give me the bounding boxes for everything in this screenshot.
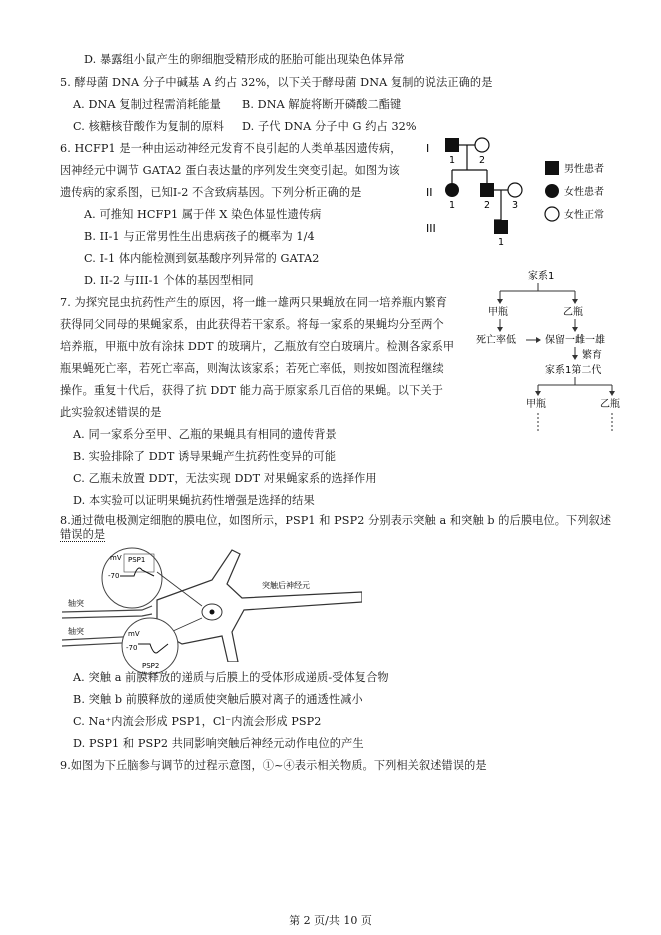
q4-option-d: D. 暴露组小鼠产生的卵细胞受精形成的胚胎可能出现染色体异常: [84, 53, 405, 66]
iii1-number: 1: [498, 237, 505, 248]
q5-option-b: B. DNA 解旋将断开磷酸二酯键: [242, 98, 402, 111]
gen-ii-label: II: [426, 186, 433, 199]
q6-option-d: D. II-2 与III-1 个体的基因型相同: [84, 274, 254, 287]
ii2-number: 2: [484, 200, 491, 211]
psp2-label: PSP2: [142, 662, 160, 670]
gen-iii-label: III: [426, 222, 436, 235]
q7-stem-line6: 此实验叙述错误的是: [60, 406, 162, 419]
q7-stem-line1: 7. 为探究昆虫抗药性产生的原因，将一雌一雄两只果蝇放在同一培养瓶内繁育: [60, 296, 448, 309]
q9-stem: 9.如图为下丘脑参与调节的过程示意图，①~④表示相关物质。下列相关叙述错误的是: [60, 759, 487, 772]
q7-stem-line5: 操作。重复十代后，获得了抗 DDT 能力高于原家系几百倍的果蝇。以下关于: [60, 384, 443, 397]
flow-bottle-a: 甲瓶: [488, 307, 508, 318]
q8-option-c: C. Na⁺内流会形成 PSP1，Cl⁻内流会形成 PSP2: [73, 715, 322, 728]
q8-stem-line2-text: 错误的是: [60, 528, 106, 541]
q5-option-c: C. 核糖核苷酸作为复制的原料: [73, 120, 225, 133]
psp2-bubble: [110, 616, 190, 676]
ii3-female-normal: [508, 183, 522, 197]
legend-female-normal: 女性正常: [564, 210, 604, 221]
q8-option-d: D. PSP1 和 PSP2 共同影响突触后神经元动作电位的产生: [73, 737, 364, 750]
q5-option-a: A. DNA 复制过程需消耗能量: [73, 98, 221, 111]
axon-2-label: 轴突: [68, 627, 84, 636]
flow-diagram: [470, 265, 630, 435]
q6-option-b: B. II-1 与正常男性生出患病孩子的概率为 1/4: [84, 230, 315, 243]
psp2-mv-label: mV: [128, 630, 140, 638]
legend-female-affected: 女性患者: [564, 187, 604, 198]
q7-stem-line2: 获得同父同母的果蝇家系，由此获得若干家系。将每一家系的果蝇均分至两个: [60, 318, 444, 331]
post-neuron-label: 突触后神经元: [262, 581, 310, 590]
q6-stem-line2: 因神经元中调节 GATA2 蛋白表达量的序列发生突变引起。如图为该: [60, 164, 400, 177]
page-footer: 第 2 页/共 10 页: [289, 914, 372, 927]
legend-male-affected: 男性患者: [564, 164, 604, 175]
flow-death-rate: 死亡率低: [476, 335, 516, 346]
ii2-male-affected: [480, 183, 494, 197]
ii1-number: 1: [449, 200, 456, 211]
q8-option-a: A. 突触 a 前膜释放的递质与后膜上的受体形成递质-受体复合物: [73, 671, 389, 684]
q6-option-c: C. I-1 体内能检测到氨基酸序列异常的 GATA2: [84, 252, 320, 265]
q7-option-b: B. 实验排除了 DDT 诱导果蝇产生抗药性变异的可能: [73, 450, 337, 463]
q7-stem-line3: 培养瓶，甲瓶中放有涂抹 DDT 的玻璃片，乙瓶放有空白玻璃片。检测各家系甲: [60, 340, 455, 353]
flow-bottle-b: 乙瓶: [563, 307, 583, 318]
q6-stem-line1: 6. HCFP1 是一种由运动神经元发育不良引起的人类单基因遗传病，: [60, 142, 402, 155]
psp1-label: PSP1: [128, 556, 146, 564]
ii1-female-affected: [445, 183, 459, 197]
flow-bottle-b2: 乙瓶: [600, 399, 620, 410]
i1-male-affected: [445, 138, 459, 152]
flow-bottle-a2: 甲瓶: [526, 399, 546, 410]
legend-female-normal-icon: [545, 207, 559, 221]
legend-female-affected-icon: [545, 184, 559, 198]
pedigree-figure: [418, 130, 618, 250]
gen-i-label: I: [426, 142, 430, 155]
q5-option-d: D. 子代 DNA 分子中 G 约占 32%: [242, 120, 417, 133]
q6-option-a: A. 可推知 HCFP1 属于伴 X 染色体显性遗传病: [84, 208, 322, 221]
q5-stem: 5. 酵母菌 DNA 分子中碱基 A 约占 32%，以下关于酵母菌 DNA 复制的说法正确的是: [60, 76, 493, 89]
q7-option-d: D. 本实验可以证明果蝇抗药性增强是选择的结果: [73, 494, 315, 507]
q7-option-a: A. 同一家系分至甲、乙瓶的果蝇具有相同的遗传背景: [73, 428, 337, 441]
i2-female-normal: [475, 138, 489, 152]
psp1-minus70: -70: [108, 572, 120, 580]
flow-keep: 保留一雌一雄: [545, 335, 605, 346]
flow-family1-gen2: 家系1第二代: [545, 365, 602, 376]
q8-option-b: B. 突触 b 前膜释放的递质使突触后膜对离子的通透性减小: [73, 693, 363, 706]
q6-stem-line3: 遗传病的家系图，已知I-2 不含致病基因。下列分析正确的是: [60, 186, 362, 199]
iii1-male-affected: [494, 220, 508, 234]
q7-option-c: C. 乙瓶未放置 DDT，无法实现 DDT 对果蝇家系的选择作用: [73, 472, 377, 485]
i2-number: 2: [479, 155, 486, 166]
psp1-mv-label: mV: [110, 554, 122, 562]
axon-1-label: 轴突: [68, 599, 84, 608]
flow-breed: 繁育: [582, 350, 602, 361]
q7-stem-line4: 瓶果蝇死亡率，若死亡率高，则淘汰该家系；若死亡率低，则按如图流程继续: [60, 362, 444, 375]
flow-family1: 家系1: [528, 271, 555, 282]
ii3-number: 3: [512, 200, 519, 211]
legend-male-affected-icon: [545, 161, 559, 175]
psp2-minus70: -70: [126, 644, 138, 652]
i1-number: 1: [449, 155, 456, 166]
neuron-figure: [62, 540, 362, 662]
q8-stem-line1: 8.通过微电极测定细胞的膜电位，如图所示，PSP1 和 PSP2 分别表示突触 a 和突触 b 的后膜电位。下列叙述: [60, 514, 612, 527]
